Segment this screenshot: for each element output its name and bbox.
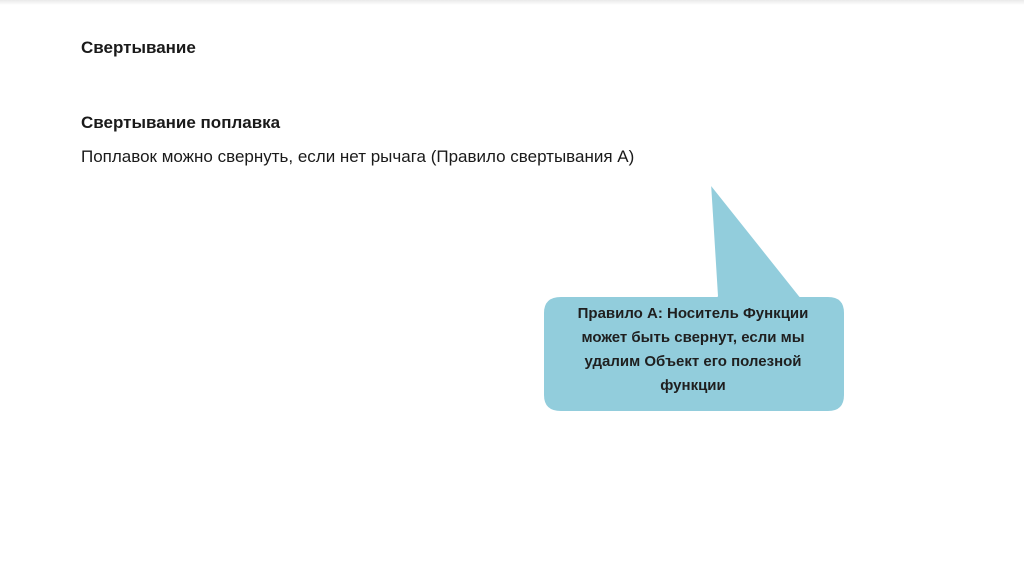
callout-text xyxy=(548,302,838,398)
slide-subtitle: Свертывание поплавка xyxy=(81,113,281,132)
callout-line-3: удалим Объект его полезной xyxy=(584,353,802,370)
callout-line-1: Правило А: Носитель Функции xyxy=(577,305,809,322)
callout-line-4: функции xyxy=(660,377,726,394)
callout-line-2: может быть свернут, если мы xyxy=(581,329,805,346)
slide-body-text: Поплавок можно свернуть, если нет рычага (Правило свертывания А) xyxy=(81,147,635,166)
slide-title: Свертывание xyxy=(81,38,196,57)
